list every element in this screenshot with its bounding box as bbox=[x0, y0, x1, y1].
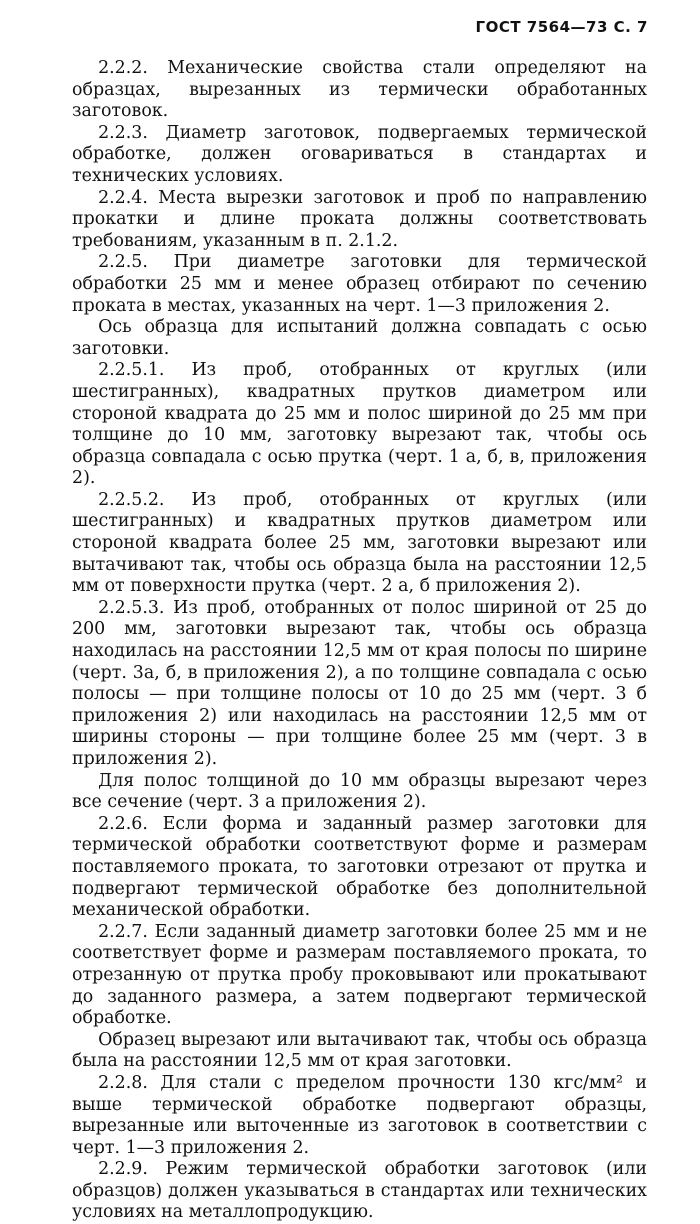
paragraph-2-2-6: 2.2.6. Если форма и заданный размер заготовки для термической обработки соответствуют форме и размерам поставляемого проката, то заготовки отрезают от прутка и подвергают термической обработке без дополнительной механической обработки. bbox=[72, 813, 647, 921]
paragraph-2-2-2: 2.2.2. Механические свойства стали определяют на образцах, вырезанных из термически обработанных заготовок. bbox=[72, 58, 647, 122]
paragraph-2-2-5-2: 2.2.5.2. Из проб, отобранных от круглых (или шестигранных) и квадратных прутков диаметром или стороной квадрата более 25 мм, заготовки вырезают или вытачивают так, чтобы ось образца была на расстоянии 12,5 мм от поверхности прутка (черт. 2 а, б приложения 2). bbox=[72, 489, 647, 597]
paragraph-thin-strips: Для полос толщиной до 10 мм образцы вырезают через все сечение (черт. 3 а приложения 2). bbox=[72, 770, 647, 813]
paragraph-2-2-5-1: 2.2.5.1. Из проб, отобранных от круглых (или шестигранных), квадратных прутков диаметром или стороной квадрата до 25 мм и полос шириной до 25 мм при толщине до 10 мм, заготовку вырезают так, чтобы ось образца совпадала с осью прутка (черт. 1 а, б, в, приложения 2). bbox=[72, 360, 647, 489]
paragraph-2-2-3: 2.2.3. Диаметр заготовок, подвергаемых термической обработке, должен оговариваться в стандартах и технических условиях. bbox=[72, 122, 647, 186]
running-header: ГОСТ 7564—73 С. 7 bbox=[475, 18, 648, 36]
paragraph-2-2-4: 2.2.4. Места вырезки заготовок и проб по направлению прокатки и длине проката должны соответствовать требованиям, указанным в п. 2.1.2. bbox=[72, 187, 647, 251]
paragraph-2-2-5: 2.2.5. При диаметре заготовки для термической обработки 25 мм и менее образец отбирают по сечению проката в местах, указанных на черт. 1—3 приложения 2. bbox=[72, 252, 647, 316]
paragraph-specimen-axis: Ось образца для испытаний должна совпадать с осью заготовки. bbox=[72, 317, 647, 359]
body-text bbox=[72, 58, 647, 1224]
paragraph-2-2-9: 2.2.9. Режим термической обработки заготовок (или образцов) должен указываться в стандартах или технических условиях на металлопродукцию. bbox=[72, 1159, 647, 1223]
paragraph-2-2-8: 2.2.8. Для стали с пределом прочности 130 кгс/мм² и выше термической обработке подвергают образцы, вырезанные или выточенные из заготовок в соответствии с черт. 1—3 приложения 2. bbox=[72, 1072, 647, 1158]
paragraph-2-2-5-3: 2.2.5.3. Из проб, отобранных от полос шириной от 25 до 200 мм, заготовки вырезают так, чтобы ось образца находилась на расстоянии 12,5 мм от края полосы по ширине (черт. 3а, б, в приложения 2), а по толщине совпадала с осью полосы — при толщине полосы от 10 до 25 мм (черт. 3 б приложения 2) или находилась на расстоянии 12,5 мм от ширины стороны — при толщине более 25 мм (черт. 3 в приложения 2). bbox=[72, 597, 647, 769]
paragraph-specimen-cut: Образец вырезают или вытачивают так, чтобы ось образца была на расстоянии 12,5 мм от края заготовки. bbox=[72, 1029, 647, 1072]
paragraph-2-2-7: 2.2.7. Если заданный диаметр заготовки более 25 мм и не соответствует форме и размерам поставляемого проката, то отрезанную от прутка пробу проковывают или прокатывают до заданного размера, а затем подвергают термической обработке. bbox=[72, 921, 647, 1029]
